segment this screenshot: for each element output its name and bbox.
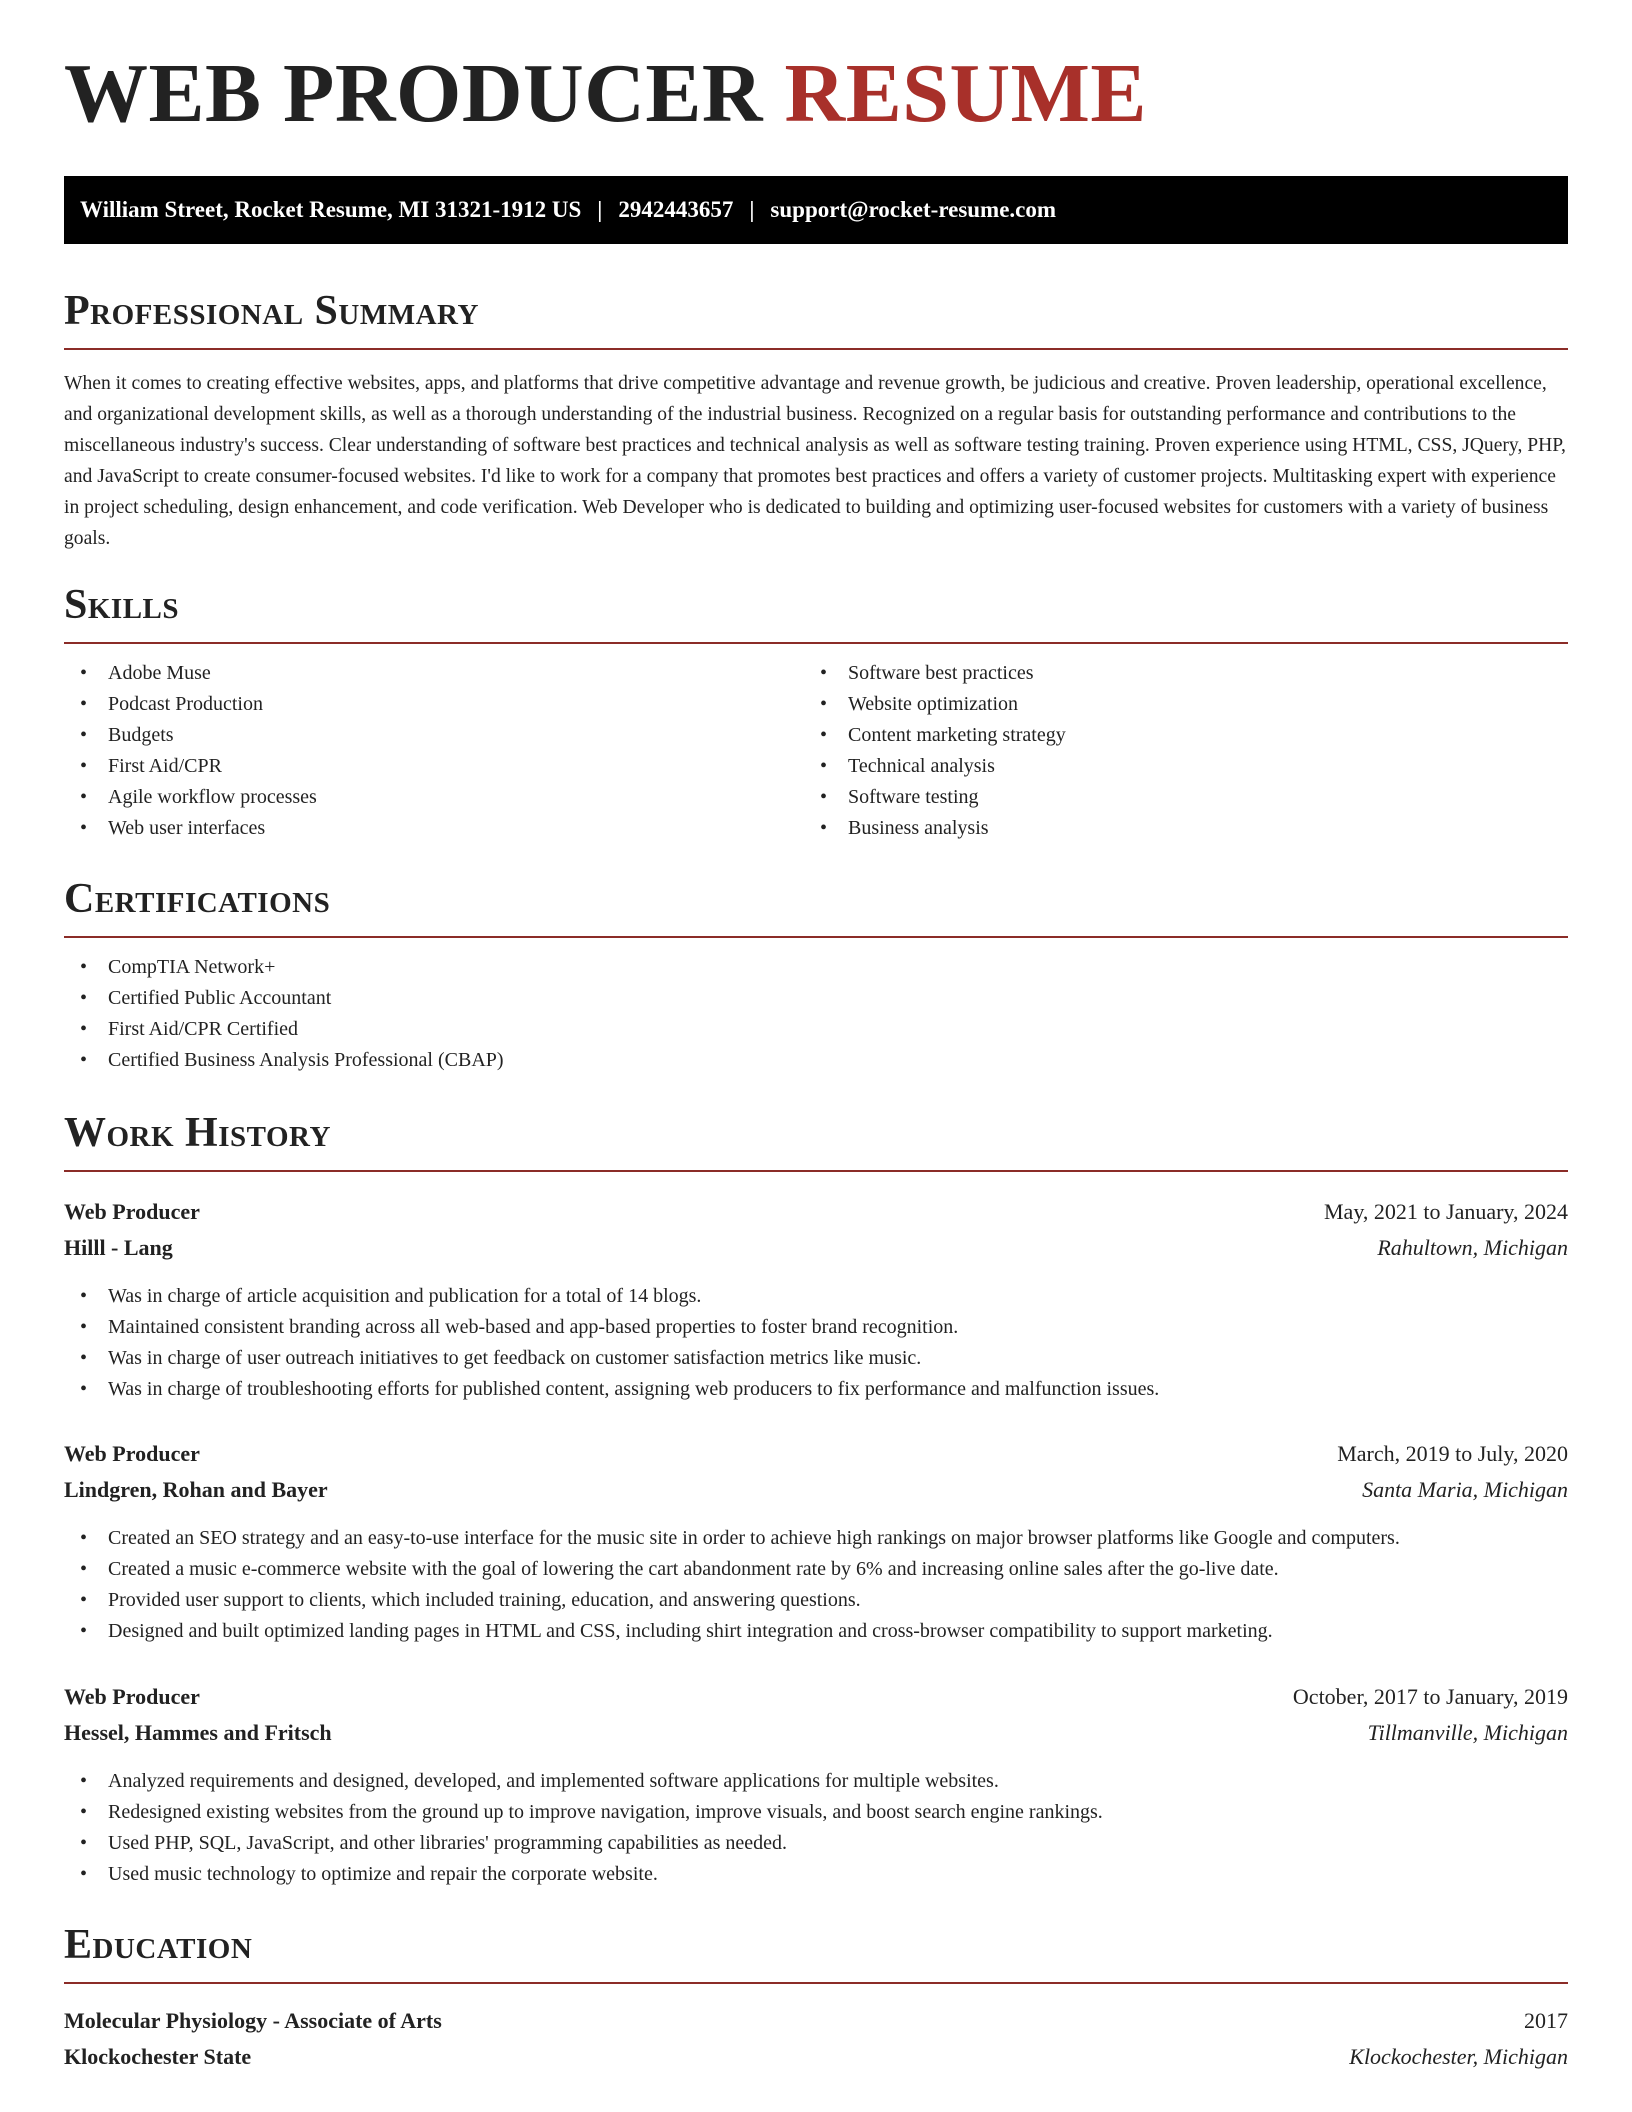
title-accent: RESUME xyxy=(784,47,1147,140)
skill-item: • Adobe Muse xyxy=(64,658,317,689)
section-divider xyxy=(64,1982,1568,1984)
education-location: Klockochester, Michigan xyxy=(1349,2044,1568,2069)
certifications-list xyxy=(64,952,504,1076)
job-location: Tillmanville, Michigan xyxy=(1367,1720,1568,1745)
job-dates: March, 2019 to July, 2020 xyxy=(1337,1441,1568,1466)
contact-separator: | xyxy=(597,197,603,222)
job-dates: May, 2021 to January, 2024 xyxy=(1324,1199,1568,1224)
job-bullet: • Used music technology to optimize and repair the corporate website. xyxy=(64,1859,1103,1890)
contact-separator: | xyxy=(749,197,755,222)
skill-item: • Website optimization xyxy=(804,689,1066,720)
summary-heading: Professional Summary xyxy=(64,288,479,334)
job-bullet: • Analyzed requirements and designed, developed, and implemented software applications for multiple websites. xyxy=(64,1766,1103,1797)
certification-item: • First Aid/CPR Certified xyxy=(64,1014,504,1045)
job-bullet: • Designed and built optimized landing pages in HTML and CSS, including shirt integration and cross-browser compatibility to support marketing. xyxy=(64,1616,1400,1647)
job-bullet: • Maintained consistent branding across all web-based and app-based properties to foster brand recognition. xyxy=(64,1312,1159,1343)
job-bullet: • Was in charge of troubleshooting efforts for published content, assigning web producers to fix performance and malfunction issues. xyxy=(64,1374,1159,1405)
education-degree: Molecular Physiology - Associate of Arts xyxy=(64,2008,442,2033)
certification-item: • CompTIA Network+ xyxy=(64,952,504,983)
job-company-row xyxy=(64,1474,1568,1506)
skills-heading: Skills xyxy=(64,582,180,628)
contact-bar xyxy=(64,176,1568,244)
job-bullet: • Used PHP, SQL, JavaScript, and other libraries' programming capabilities as needed. xyxy=(64,1828,1103,1859)
job-title-row xyxy=(64,1438,1568,1470)
job-bullets xyxy=(64,1766,1103,1890)
skill-item: • Content marketing strategy xyxy=(804,720,1066,751)
certification-item: • Certified Public Accountant xyxy=(64,983,504,1014)
section-divider xyxy=(64,348,1568,350)
job-bullet: • Created an SEO strategy and an easy-to-use interface for the music site in order to achieve high rankings on major browser platforms like Google and computers. xyxy=(64,1523,1400,1554)
education-year: 2017 xyxy=(1524,2008,1568,2033)
skill-item: • Web user interfaces xyxy=(64,813,317,844)
job-company: Hessel, Hammes and Fritsch xyxy=(64,1720,332,1745)
title-main: WEB PRODUCER xyxy=(64,47,764,140)
section-divider xyxy=(64,642,1568,644)
job-dates: October, 2017 to January, 2019 xyxy=(1292,1684,1568,1709)
skill-item: • Business analysis xyxy=(804,813,1066,844)
job-title-row xyxy=(64,1196,1568,1228)
skills-list-right xyxy=(804,658,1066,844)
work-history-heading: Work History xyxy=(64,1110,331,1156)
skill-item: • Agile workflow processes xyxy=(64,782,317,813)
job-bullet: • Provided user support to clients, which included training, education, and answering questions. xyxy=(64,1585,1400,1616)
resume-title xyxy=(64,47,1147,140)
job-location: Santa Maria, Michigan xyxy=(1362,1477,1568,1502)
education-school-row xyxy=(64,2041,1568,2073)
skill-item: • First Aid/CPR xyxy=(64,751,317,782)
job-company-row xyxy=(64,1232,1568,1264)
education-school: Klockochester State xyxy=(64,2044,252,2069)
certification-item: • Certified Business Analysis Professional (CBAP) xyxy=(64,1045,504,1076)
contact-email: support@rocket-resume.com xyxy=(770,197,1057,222)
job-title-row xyxy=(64,1681,1568,1713)
job-title: Web Producer xyxy=(64,1684,200,1709)
job-bullet: • Created a music e-commerce website with the goal of lowering the cart abandonment rate by 6% and increasing online sales after the go-live date. xyxy=(64,1554,1400,1585)
job-bullets xyxy=(64,1523,1400,1647)
job-company: Hilll - Lang xyxy=(64,1235,173,1260)
job-company-row xyxy=(64,1717,1568,1749)
job-bullet: • Redesigned existing websites from the ground up to improve navigation, improve visuals, and boost search engine rankings. xyxy=(64,1797,1103,1828)
job-bullets xyxy=(64,1281,1159,1405)
job-bullet: • Was in charge of user outreach initiatives to get feedback on customer satisfaction metrics like music. xyxy=(64,1343,1159,1374)
section-divider xyxy=(64,936,1568,938)
job-location: Rahultown, Michigan xyxy=(1377,1235,1568,1260)
job-bullet: • Was in charge of article acquisition and publication for a total of 14 blogs. xyxy=(64,1281,1159,1312)
summary-text: When it comes to creating effective websites, apps, and platforms that drive competitive advantage and revenue growth, be judicious and creative. Proven leadership, operational excellence, and organizational development skills, as well as a thorough understanding of the industrial business. Recognized on a regular basis for outstanding performance and contributions to the miscellaneous industry's success. Clear understanding of software best practices and technical analysis as well as software testing training. Proven experience using HTML, CSS, JQuery, PHP, and JavaScript to create consumer-focused websites. I'd like to work for a company that promotes best practices and offers a variety of customer projects. Multitasking expert with experience in project scheduling, design enhancement, and code verification. Web Developer who is dedicated to building and optimizing user-focused websites for customers with a variety of business goals. xyxy=(64,373,1566,549)
skills-list-left xyxy=(64,658,317,844)
skill-item: • Software best practices xyxy=(804,658,1066,689)
skill-item: • Podcast Production xyxy=(64,689,317,720)
skill-item: • Technical analysis xyxy=(804,751,1066,782)
certifications-heading: Certifications xyxy=(64,876,331,922)
contact-phone: 2942443657 xyxy=(618,197,734,222)
education-heading: Education xyxy=(64,1922,253,1968)
contact-address: William Street, Rocket Resume, MI 31321-1912 US xyxy=(80,197,582,222)
job-title: Web Producer xyxy=(64,1199,200,1224)
job-company: Lindgren, Rohan and Bayer xyxy=(64,1477,328,1502)
section-divider xyxy=(64,1170,1568,1172)
job-title: Web Producer xyxy=(64,1441,200,1466)
skill-item: • Software testing xyxy=(804,782,1066,813)
skill-item: • Budgets xyxy=(64,720,317,751)
education-degree-row xyxy=(64,2005,1568,2037)
